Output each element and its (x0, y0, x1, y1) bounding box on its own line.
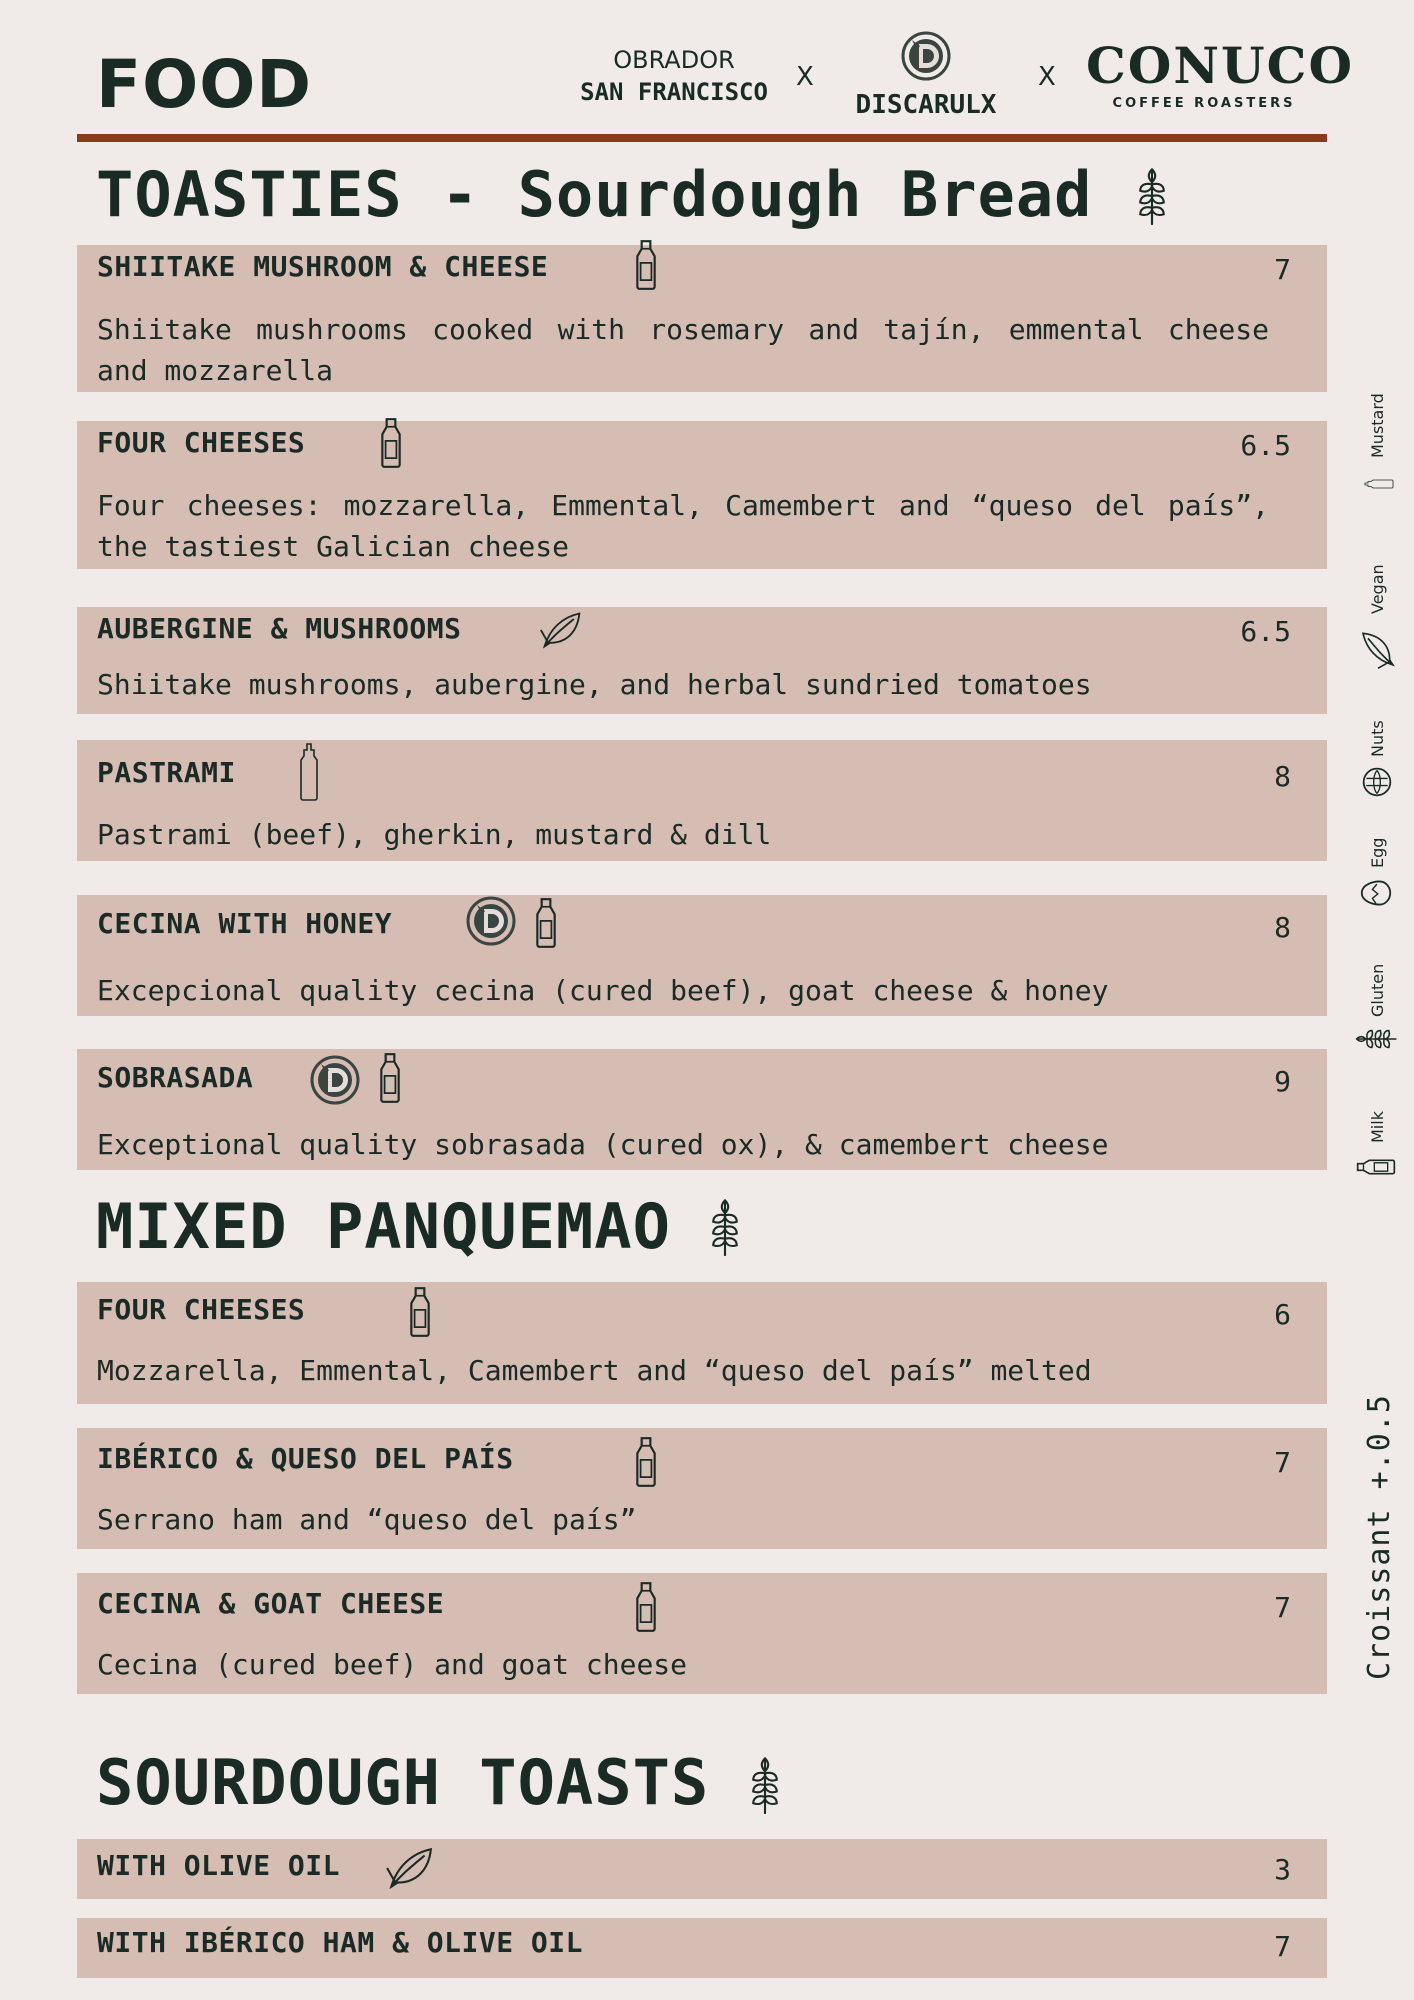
legend-mustard-label: Mustard (1368, 393, 1387, 458)
section-title-toasts: SOURDOUGH TOASTS (96, 1746, 710, 1819)
legend-nuts-label: Nuts (1368, 720, 1387, 757)
milk-icon (407, 1286, 433, 1338)
gluten-wheat-icon (708, 1194, 742, 1258)
item-name: PASTRAMI (97, 756, 236, 789)
discarulx-logo-icon (309, 1054, 361, 1106)
vegan-leaf-icon (539, 611, 583, 649)
item-name: IBÉRICO & QUESO DEL PAÍS (97, 1442, 514, 1475)
milk-icon (633, 239, 659, 291)
item-description: Shiitake mushrooms cooked with rosemary and tajín, emmental cheese and mozzarella (97, 313, 1269, 387)
item-name: AUBERGINE & MUSHROOMS (97, 612, 462, 645)
gluten-wheat-icon (1135, 163, 1169, 227)
menu-item (77, 1573, 1327, 1694)
partner1-line2: SAN FRANCISCO (580, 78, 768, 106)
item-description: Mozzarella, Emmental, Camembert and “queso del país” melted (97, 1354, 1092, 1387)
item-name: CECINA & GOAT CHEESE (97, 1587, 445, 1620)
item-price: 6 (1274, 1298, 1291, 1331)
nuts-icon (1361, 766, 1393, 798)
item-price: 8 (1274, 760, 1291, 793)
item-name: SOBRASADA (97, 1061, 254, 1094)
menu-item (77, 895, 1327, 1016)
item-description: Four cheeses: mozzarella, Emmental, Camembert and “queso del país”, the tastiest Galician cheese (97, 489, 1269, 563)
menu-item (77, 1049, 1327, 1170)
vegan-leaf-icon (385, 1847, 435, 1889)
partner-separator: X (1038, 62, 1056, 92)
menu-item (77, 740, 1327, 861)
item-name: WITH IBÉRICO HAM & OLIVE OIL (97, 1926, 584, 1959)
item-name: SHIITAKE MUSHROOM & CHEESE (97, 250, 549, 283)
vegan-leaf-icon (1358, 630, 1398, 670)
item-description: Cecina (cured beef) and goat cheese (97, 1648, 688, 1681)
menu-item (77, 1918, 1327, 1978)
item-description: Exceptional quality sobrasada (cured ox), & camembert cheese (97, 1128, 1109, 1161)
milk-icon (633, 1581, 659, 1633)
legend-milk-label: Milk (1368, 1111, 1387, 1143)
gluten-wheat-icon (1352, 1022, 1398, 1056)
item-name: FOUR CHEESES (97, 1293, 306, 1326)
item-name: CECINA WITH HONEY (97, 907, 393, 940)
item-description: Serrano ham and “queso del país” (97, 1503, 637, 1536)
item-description: Excepcional quality cecina (cured beef), goat cheese & honey (97, 974, 1109, 1007)
item-name: FOUR CHEESES (97, 426, 306, 459)
milk-icon (633, 1436, 659, 1488)
item-description: Pastrami (beef), gherkin, mustard & dill (97, 818, 772, 851)
item-price: 7 (1274, 1446, 1291, 1479)
page-title: FOOD (96, 46, 313, 123)
partner2-name: DISCARULX (855, 90, 997, 120)
mustard-icon (1364, 478, 1394, 490)
item-price: 8 (1274, 911, 1291, 944)
item-price: 7 (1274, 1930, 1291, 1963)
menu-item (77, 1428, 1327, 1549)
legend-egg-label: Egg (1368, 837, 1387, 868)
discarulx-logo-icon (900, 30, 952, 82)
milk-icon (377, 1052, 403, 1104)
partner-discarulx (836, 30, 1016, 120)
milk-icon (378, 417, 404, 469)
menu-item (77, 421, 1327, 569)
legend-gluten-label: Gluten (1368, 963, 1387, 1017)
header-divider (77, 134, 1327, 142)
discarulx-logo-icon (465, 895, 517, 947)
menu-item (77, 607, 1327, 714)
menu-item (77, 1282, 1327, 1404)
item-price: 3 (1274, 1853, 1291, 1886)
menu-item (77, 1839, 1327, 1899)
croissant-note: Croissant +.0.5 (1362, 1394, 1397, 1680)
section-title-toasties: TOASTIES - Sourdough Bread (96, 158, 1093, 231)
partner-obrador (556, 46, 792, 106)
conuco-logo: CONUCO (1086, 36, 1355, 95)
egg-icon (1360, 878, 1392, 908)
mustard-icon (297, 742, 321, 802)
menu-item (77, 245, 1327, 392)
milk-icon (533, 897, 559, 949)
item-price: 9 (1274, 1065, 1291, 1098)
item-price: 6.5 (1240, 429, 1291, 462)
legend-vegan-label: Vegan (1368, 564, 1387, 614)
partner1-line1: OBRADOR (613, 46, 735, 74)
partner-separator: X (796, 62, 814, 92)
partner-conuco (1086, 36, 1355, 111)
item-price: 7 (1274, 1591, 1291, 1624)
milk-icon (1356, 1157, 1396, 1177)
item-price: 6.5 (1240, 615, 1291, 648)
conuco-subtitle: COFFEE ROASTERS (1112, 96, 1296, 111)
item-name: WITH OLIVE OIL (97, 1849, 341, 1882)
item-price: 7 (1274, 253, 1291, 286)
section-title-panquemao: MIXED PANQUEMAO (96, 1190, 671, 1263)
gluten-wheat-icon (748, 1752, 782, 1816)
item-description: Shiitake mushrooms, aubergine, and herbal sundried tomatoes (97, 668, 1092, 701)
